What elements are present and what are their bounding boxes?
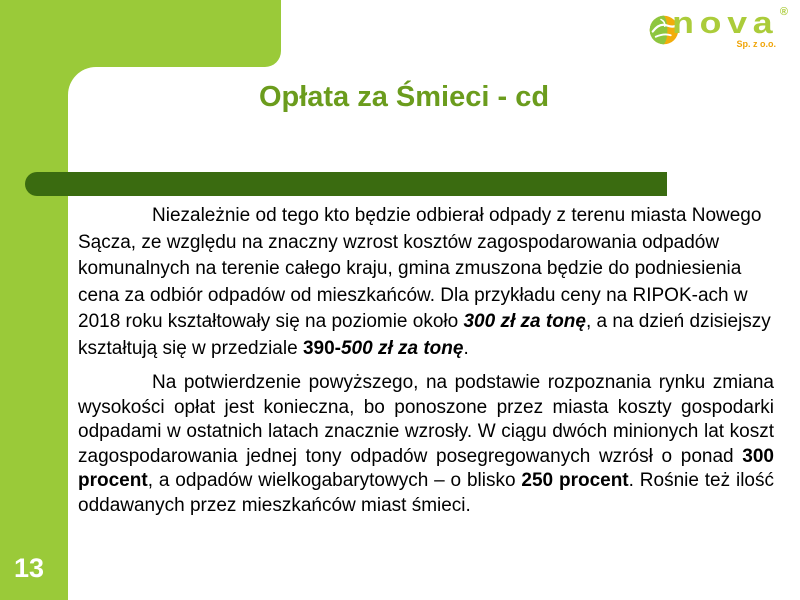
content-panel — [68, 67, 800, 600]
body-text — [78, 203, 774, 519]
nova-logo — [649, 5, 788, 49]
paragraph-2: Na potwierdzenie powyższego, na podstawie rozpoznania rynku zmiana wysokości opłat jest konieczna, bo ponoszone przez miasta koszty gospodarki odpadami w ostatnich latach znacznie wzrosły. W ciągu dwóch minionych lat koszt zagospodarowania jednej tony odpadów posegregowanych wzrósł o ponad 300 procent, a odpadów wielkogabarytowych – o blisko 250 procent. Rośnie też ilość oddawanych przez mieszkańców miast śmieci. — [78, 372, 774, 516]
slide-title: Opłata za Śmieci - cd — [258, 81, 550, 113]
logo-wordmark: nova — [671, 5, 778, 40]
logo-text-wrap — [671, 5, 788, 49]
left-green-sidebar — [0, 0, 68, 600]
paragraph-1: Niezależnie od tego kto będzie odbierał odpady z terenu miasta Nowego Sącza, ze względu na znaczny wzrost kosztów zagospodarowania odpadów komunalnych na terenie całego kraju, gmina zmuszona będzie do podniesienia cena za odbiór odpadów od mieszkańców. Dla przykładu ceny na RIPOK-ach w 2018 roku kształtowały się na poziomie około 300 zł za tonę, a na dzień dzisiejszy kształtują się w przedziale 390-500 zł za tonę. — [78, 205, 771, 359]
page-number: 13 — [14, 553, 45, 583]
logo-subtitle: Sp. z o.o. — [736, 39, 776, 49]
registered-trademark-icon: ® — [779, 6, 788, 18]
dark-green-divider-bar — [25, 172, 667, 196]
logo-row — [671, 5, 788, 40]
top-green-banner — [0, 0, 281, 67]
